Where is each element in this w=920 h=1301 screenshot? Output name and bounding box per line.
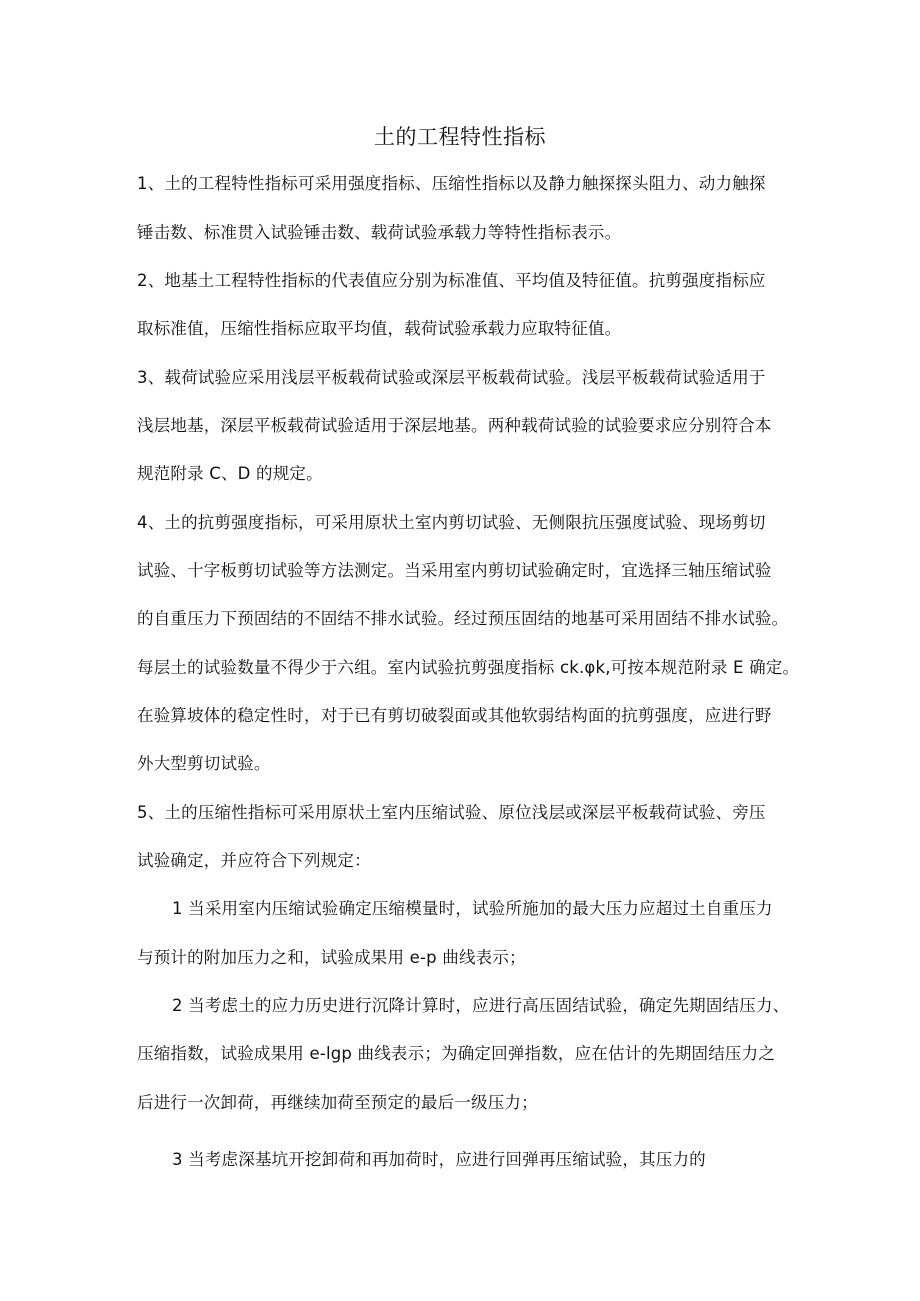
text-line: 锤击数、标准贯入试验锤击数、载荷试验承载力等特性指标表示。 bbox=[137, 223, 622, 242]
text-line: 试验确定，并应符合下列规定： bbox=[137, 851, 371, 870]
text-line: 的自重压力下预固结的不固结不排水试验。经过预压固结的地基可采用固结不排水试验。 bbox=[137, 609, 789, 628]
text-line: 压缩指数，试验成果用 e-lgp 曲线表示；为确定回弹指数，应在估计的先期固结压力之 bbox=[137, 1044, 776, 1063]
text-line: 浅层地基，深层平板载荷试验适用于深层地基。两种载荷试验的试验要求应分别符合本 bbox=[137, 416, 772, 435]
document-title: 土的工程特性指标 bbox=[374, 125, 546, 149]
text-line: 每层土的试验数量不得少于六组。室内试验抗剪强度指标 ck.φk,可按本规范附录 E 确定。 bbox=[137, 658, 800, 677]
text-line: 2 当考虑土的应力历史进行沉降计算时，应进行高压固结试验，确定先期固结压力、 bbox=[172, 996, 790, 1015]
text-line: 后进行一次卸荷，再继续加荷至预定的最后一级压力； bbox=[137, 1093, 538, 1112]
text-line: 1 当采用室内压缩试验确定压缩模量时，试验所施加的最大压力应超过土自重压力 bbox=[172, 899, 773, 918]
text-line: 4、土的抗剪强度指标，可采用原状土室内剪切试验、无侧限抗压强度试验、现场剪切 bbox=[137, 513, 766, 532]
text-line: 规范附录 C、D 的规定。 bbox=[137, 464, 323, 483]
text-line: 2、地基土工程特性指标的代表值应分别为标准值、平均值及特征值。抗剪强度指标应 bbox=[137, 271, 766, 290]
text-line: 外大型剪切试验。 bbox=[137, 754, 271, 773]
text-line: 3、载荷试验应采用浅层平板载荷试验或深层平板载荷试验。浅层平板载荷试验适用于 bbox=[137, 368, 766, 387]
text-line: 5、土的压缩性指标可采用原状土室内压缩试验、原位浅层或深层平板载荷试验、旁压 bbox=[137, 803, 766, 822]
text-line: 取标准值，压缩性指标应取平均值，载荷试验承载力应取特征值。 bbox=[137, 319, 622, 338]
text-line: 1、土的工程特性指标可采用强度指标、压缩性指标以及静力触探探头阻力、动力触探 bbox=[137, 174, 766, 193]
text-line: 与预计的附加压力之和，试验成果用 e-p 曲线表示； bbox=[137, 948, 526, 967]
text-line: 试验、十字板剪切试验等方法测定。当采用室内剪切试验确定时，宜选择三轴压缩试验 bbox=[137, 561, 772, 580]
text-line: 在验算坡体的稳定性时，对于已有剪切破裂面或其他软弱结构面的抗剪强度，应进行野 bbox=[137, 706, 772, 725]
text-line: 3 当考虑深基坑开挖卸荷和再加荷时，应进行回弹再压缩试验，其压力的 bbox=[172, 1150, 706, 1169]
